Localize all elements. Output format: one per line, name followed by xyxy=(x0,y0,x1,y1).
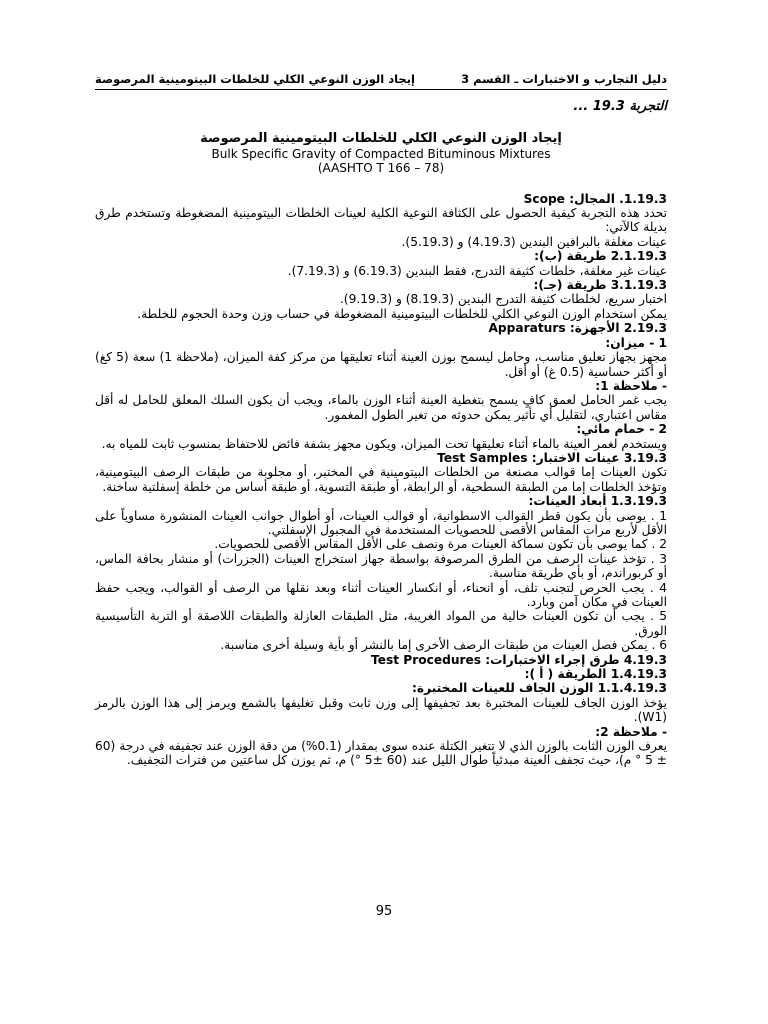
body-paragraph: يجب غمر الحامل لعمق كافٍ يسمح بتغطية العينة أثناء الوزن بالماء، ويجب أن يكون السلك المعلق للحامل له أقل مقاس اعتباري، لتقليل أي تأثير يمكن حدوثه من تغير الطول المغمور. xyxy=(95,393,667,422)
body-paragraph: عينات غير مغلفة، خلطات كثيفة التدرج، فقط البندين (6.19.3) و (7.19.3). xyxy=(287,263,667,278)
section-heading: 3.1.19.3 طريقة (جـ): xyxy=(533,278,667,293)
body-paragraph: 6 . يمكن فصل العينات من طبقات الرصف الأخرى إما بالنشر أو بأية وسيلة أخرى مناسبة. xyxy=(220,638,667,653)
section-heading: 1.1.4.19.3 الوزن الجاف للعينات المختبرة: xyxy=(412,681,667,696)
body-paragraph: 3 . تؤخذ عينات الرصف من الطرق المرصوفة بواسطة جهاز استخراج العينات (الجزرات) أو منشار بحافة الماس، أو كربوراندم، أو بأي طريقة مناسبة. xyxy=(95,551,667,581)
standard-reference: (AASHTO T 166 – 78) xyxy=(317,161,445,176)
section-heading: - ملاحظة 1: xyxy=(595,378,667,393)
body-paragraph: يمكن استخدام الوزن النوعي الكلي للخلطات البيتومينية المضغوطة في حساب وزن وحدة الحجوم للخلطة. xyxy=(137,306,667,321)
section-heading: 2 - حمام مائي: xyxy=(576,422,667,437)
body-paragraph: يعرف الوزن الثابت بالوزن الذي لا تتغير الكتلة عنده سوى بمقدار (0.1%) من دقة الوزن عند تجفيفه في درجة (60 ± 5 ° م)، حيث تجفف العينة مبدئياً طوال الليل عند (60 ±5 °) م، ثم يوزن كل ساعتين من فترات التجفيف. xyxy=(95,739,668,768)
title-english: Bulk Specific Gravity of Compacted Bituminous Mixtures xyxy=(211,146,551,161)
section-heading: 3.19.3 عينات الاختبار: Test Samples xyxy=(437,450,667,465)
body-paragraph: 2 . كما يوصى بأن تكون سماكة العينات مرة ونصف على الأقل المقاس الأقصى للحصويات. xyxy=(214,537,667,552)
running-header xyxy=(95,64,667,90)
title-arabic: إيجاد الوزن النوعي الكلي للخلطات البيتومينية المرصوصة xyxy=(200,131,562,147)
body-paragraph: ويستخدم لغمر العينة بالماء أثناء تعليقها تحت الميزان، ويكون مجهز بشفة فائض للاحتفاظ بمنسوب ثابت للمياه به. xyxy=(101,436,667,451)
body-paragraph: 5 . يجب أن تكون العينات خالية من المواد الغريبة، مثل الطبقات العازلة والطبقات اللاصقة أو التربة التأسيسية الورق. xyxy=(95,609,667,638)
body-paragraph: 1 . يوصى بأن يكون قطر القوالب الاسطوانية، أو قوالب العينات، أو أطوال جوانب العينات المنشورة مساوياً على الأقل لأربع مرات المقاس الأقصى للحصويات المستخدمة في المجبول الإسفلتي. xyxy=(95,508,667,537)
page-number: 95 xyxy=(375,904,393,919)
body-paragraph: اختبار سريع، لخلطات كثيفة التدرج البندين (8.19.3) و (9.19.3). xyxy=(339,292,667,307)
body-paragraph: يؤخذ الوزن الجاف للعينات المختبرة بعد تجفيفها إلى وزن ثابت وقبل تغليفها بالشمع ويرمز إلى هذا الوزن بالرمز (W1). xyxy=(95,695,667,725)
body-paragraph: تكون العينات إما قوالب مصنعة من الخلطات البيتومينية في المختبر، أو مجلوبة من طبقات الرصف البيتومينية، وتؤخذ الخلطات إما من الطبقة السطحية، أو الرابطة، أو طبقة التسوية، أو طبقة أساس من خلطة إسفلتية ساخنة. xyxy=(95,465,667,494)
body-paragraph: تحدد هذه التجربة كيفية الحصول على الكثافة النوعية الكلية لعينات الخلطات البيتومينية المضغوطة وتستخدم طرق بديلة كالآتي: xyxy=(95,206,667,235)
body-paragraphs xyxy=(95,192,667,768)
header-section-title: دليل التجارب و الاختبارات ـ القسم 3 xyxy=(461,72,667,86)
section-heading: 4.19.3 طرق إجراء الاختبارات: Test Procedures xyxy=(371,652,667,667)
section-heading: 1 - ميزان: xyxy=(605,335,667,350)
section-heading: 2.19.3 الأجهزة: Apparaturs xyxy=(488,321,667,336)
section-heading: 1.3.19.3 أبعاد العينات: xyxy=(528,494,667,509)
experiment-number: التجربة 19.3 ... xyxy=(573,99,667,114)
body-paragraph: عينات مغلفة بالبرافين البندين (4.19.3) و (5.19.3). xyxy=(401,234,667,249)
section-heading: - ملاحظة 2: xyxy=(595,724,667,739)
document-body xyxy=(95,100,667,768)
header-chapter-title: إيجاد الوزن النوعي الكلي للخلطات البيتومينية المرصوصة xyxy=(95,72,415,86)
spacer xyxy=(95,176,667,192)
section-heading: 1.19.3. المجال: Scope xyxy=(523,191,667,206)
section-heading: 2.1.19.3 طريقة (ب): xyxy=(534,249,667,264)
section-heading: 1.4.19.3 الطريقة ( أ ): xyxy=(524,667,667,682)
body-paragraph: مجهز بجهاز تعليق مناسب، وحامل ليسمح بوزن العينة أثناء تعليقها من مركز كفة الميزان، (ملاحظة 1) سعة (5 كغ) أو أكثر حساسية (0.5 غ) أو أقل. xyxy=(95,350,668,379)
body-paragraph: 4 . يجب الحرص لتجنب تلف، أو انحناء، أو انكسار العينات أثناء وبعد نقلها من الرصف أو القوالب، ويجب حفظ العينات في مكان آمن وبارد. xyxy=(95,580,667,609)
